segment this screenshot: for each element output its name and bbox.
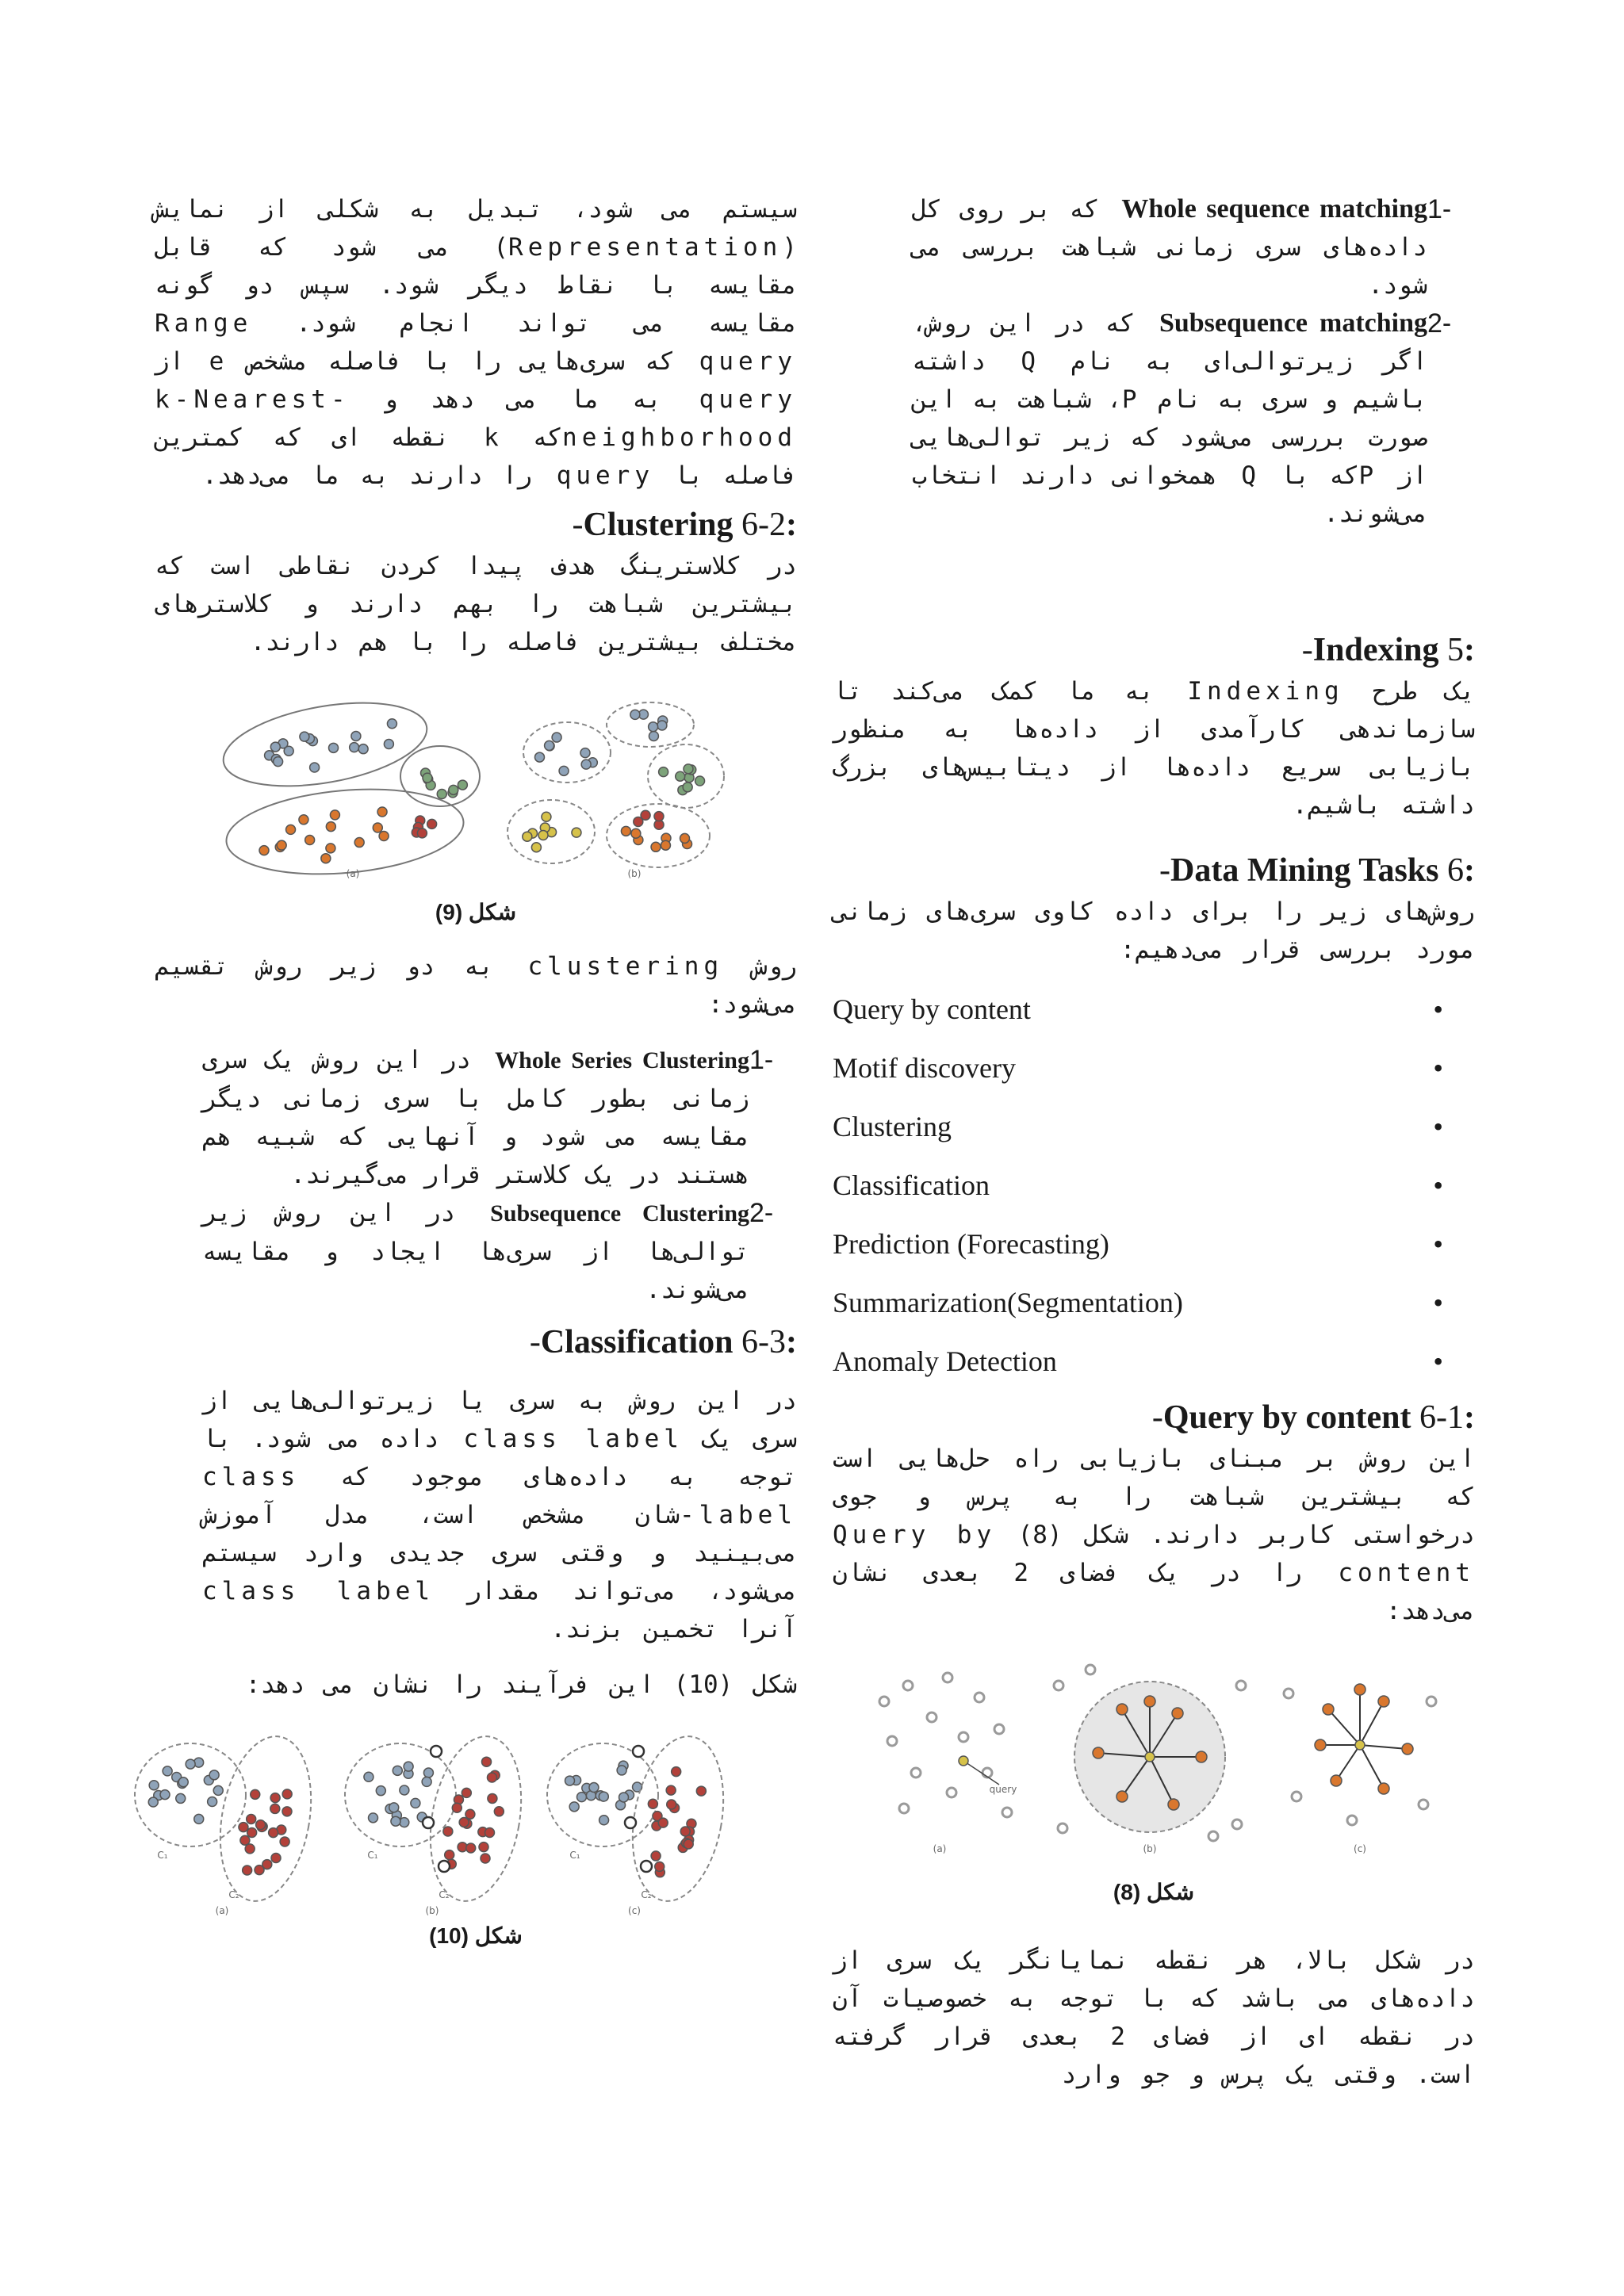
data-point bbox=[439, 1861, 450, 1872]
data-point bbox=[545, 740, 554, 750]
data-point bbox=[599, 1792, 608, 1801]
data-point bbox=[247, 1814, 256, 1823]
data-point bbox=[887, 1736, 897, 1746]
data-point bbox=[482, 1757, 492, 1766]
data-point bbox=[648, 1799, 657, 1808]
data-point bbox=[481, 1854, 490, 1863]
cluster-c2-label: C₂ bbox=[641, 1889, 652, 1900]
data-point bbox=[494, 1807, 504, 1816]
data-point bbox=[326, 844, 335, 853]
data-point bbox=[1354, 1684, 1365, 1695]
list-number: 2- bbox=[1427, 308, 1452, 339]
heading-clustering: :Clustering 6-2- bbox=[572, 507, 797, 543]
data-point bbox=[389, 1803, 399, 1812]
cluster-c1-label: C₁ bbox=[157, 1850, 168, 1861]
data-point bbox=[379, 831, 389, 840]
data-point bbox=[927, 1712, 936, 1722]
data-point bbox=[282, 1807, 292, 1816]
item-text: که در این روش، اگر زیرتوالی‌ای به نام Q داشته باشیم و سری به نام P، شباهت به این صورت بررسی می‌شود که زیر توالی‌هایی از Pکه با Q همخوانی دارند انتخاب می‌شوند. bbox=[912, 309, 1428, 528]
data-point bbox=[485, 1827, 494, 1837]
data-point bbox=[542, 812, 551, 821]
data-point bbox=[630, 710, 640, 719]
figure-8 bbox=[860, 1654, 1447, 1860]
figure-10-label: (b) bbox=[425, 1905, 439, 1916]
data-point bbox=[680, 833, 690, 843]
data-mining-tasks-text: روش‌های زیر را برای داده کاوی سری‌های زمانی مورد بررسی قرار می‌دهیم: bbox=[833, 897, 1475, 964]
data-point bbox=[943, 1673, 952, 1682]
data-point bbox=[667, 1800, 676, 1809]
data-point bbox=[400, 1818, 409, 1827]
data-point bbox=[209, 1770, 219, 1780]
data-point bbox=[1323, 1704, 1334, 1715]
list-item: • Query by content bbox=[833, 993, 1443, 1025]
data-point bbox=[1378, 1783, 1389, 1794]
figure-10-reference: شکل (10) این فرآیند را نشان می دهد: bbox=[245, 1670, 797, 1699]
data-point bbox=[621, 826, 630, 836]
data-point bbox=[1427, 1697, 1436, 1706]
data-point bbox=[400, 1785, 409, 1795]
data-point bbox=[251, 1789, 260, 1799]
data-point bbox=[243, 1866, 252, 1875]
clustering-intro: روش clustering به دو زیر روش تقسیم می‌شود: bbox=[155, 952, 798, 1019]
data-point bbox=[1232, 1820, 1242, 1829]
data-point bbox=[903, 1681, 913, 1690]
list-number: 1- bbox=[749, 1045, 774, 1075]
item-text: در این روش زیر توالی‌ها از سری‌ها ایجاد و مقایسه می‌شوند. bbox=[202, 1199, 749, 1304]
data-point bbox=[1196, 1751, 1207, 1762]
data-point bbox=[479, 1843, 488, 1852]
data-point bbox=[1168, 1799, 1179, 1810]
data-point bbox=[654, 812, 664, 821]
cluster-c1-label: C₁ bbox=[569, 1850, 580, 1861]
data-point bbox=[1093, 1747, 1104, 1758]
data-point bbox=[879, 1697, 889, 1706]
figure-10-label: (a) bbox=[215, 1905, 229, 1916]
data-point bbox=[148, 1797, 158, 1807]
data-point bbox=[277, 840, 286, 850]
data-point bbox=[1054, 1681, 1063, 1690]
data-point bbox=[149, 1781, 159, 1790]
data-point bbox=[208, 1797, 217, 1807]
data-point bbox=[326, 822, 335, 832]
data-point bbox=[1292, 1792, 1301, 1801]
figure-8-caption: شکل (8) bbox=[1113, 1880, 1195, 1904]
data-point bbox=[384, 740, 393, 749]
data-point bbox=[641, 1861, 652, 1872]
data-point bbox=[655, 1862, 665, 1871]
item-text: که بر روی کل داده‌های سری زمانی شباهت بررسی می شود. bbox=[912, 195, 1427, 300]
query-point bbox=[1355, 1740, 1365, 1750]
data-point bbox=[488, 1793, 497, 1803]
data-point bbox=[1086, 1665, 1095, 1674]
figure-8-label-b: (b) bbox=[1143, 1843, 1157, 1854]
list-item: • Motif discovery bbox=[833, 1052, 1443, 1084]
data-point bbox=[625, 1817, 636, 1828]
data-point bbox=[658, 1818, 668, 1827]
edge bbox=[1360, 1701, 1384, 1745]
data-point bbox=[1058, 1823, 1067, 1833]
query-point bbox=[959, 1756, 968, 1766]
data-point bbox=[284, 746, 293, 756]
figure-9-label-b: (b) bbox=[627, 868, 642, 879]
data-point bbox=[423, 773, 432, 783]
data-point bbox=[1172, 1708, 1183, 1719]
data-point bbox=[160, 1790, 170, 1800]
data-point bbox=[239, 1823, 248, 1832]
data-point bbox=[404, 1762, 413, 1771]
data-point bbox=[1116, 1791, 1128, 1802]
classification-text: در این روش به سری یا زیرتوالی‌هایی از سری یک class label داده می شود. با توجه به داده‌های موجود که class label-شان مشخص است، مدل آموزش می‌بینید و وقتی سری جدیدی وارد سیستم می‌شود، می‌تواند مقدار class label آنرا تخمین بزند. bbox=[202, 1387, 797, 1644]
data-point bbox=[423, 1768, 433, 1777]
data-point bbox=[458, 780, 467, 790]
data-point bbox=[1116, 1704, 1128, 1715]
term-subsequence: Subsequence matching bbox=[1159, 308, 1427, 338]
heading-classification: :Classification 6-3- bbox=[529, 1324, 797, 1360]
query-point bbox=[1145, 1752, 1155, 1762]
data-point bbox=[531, 843, 541, 852]
data-point bbox=[649, 731, 658, 740]
data-point bbox=[631, 828, 641, 838]
data-point bbox=[1315, 1739, 1326, 1751]
data-point bbox=[240, 1835, 250, 1845]
data-point bbox=[452, 1803, 462, 1812]
data-point bbox=[186, 1759, 195, 1769]
data-point bbox=[321, 854, 331, 863]
data-point bbox=[599, 1816, 609, 1825]
right-column bbox=[833, 190, 1475, 2094]
data-point bbox=[259, 846, 269, 855]
data-point bbox=[565, 1776, 575, 1785]
data-point bbox=[1236, 1681, 1246, 1690]
figure-10-caption: شکل (10) bbox=[429, 1923, 523, 1948]
data-point bbox=[351, 731, 361, 740]
data-point bbox=[534, 752, 544, 762]
data-point bbox=[270, 1804, 280, 1813]
figure-10 bbox=[131, 1720, 749, 1918]
data-point bbox=[280, 1837, 289, 1846]
data-point bbox=[695, 776, 705, 786]
data-point bbox=[176, 1793, 186, 1803]
data-point bbox=[373, 823, 382, 832]
list-item: • Classification bbox=[833, 1169, 1443, 1201]
heading-data-mining-tasks: :Data Mining Tasks 6- bbox=[1159, 852, 1475, 889]
term-whole-series-clustering: Whole Series Clustering bbox=[495, 1047, 749, 1073]
data-point bbox=[672, 1767, 681, 1777]
data-point bbox=[423, 1817, 434, 1828]
data-point bbox=[178, 1777, 188, 1787]
task-list bbox=[833, 980, 1475, 1391]
term-whole-sequence: Whole sequence matching bbox=[1121, 194, 1427, 224]
data-point bbox=[589, 1783, 599, 1793]
data-point bbox=[449, 785, 458, 794]
data-point bbox=[465, 1809, 475, 1819]
data-point bbox=[305, 836, 315, 845]
figure-8-label-a: (a) bbox=[933, 1843, 947, 1854]
data-point bbox=[684, 764, 693, 774]
heading-indexing: :Indexing 5- bbox=[1301, 632, 1475, 668]
heading-query-by-content: :Query by content 6-1- bbox=[1151, 1399, 1475, 1436]
clustering-text: در کلاسترینگ هدف پیدا کردن نقاطی است که بیشترین شباهت را بهم دارند و کلاسترهای مختلف بیشترین فاصله را با هم دارند. bbox=[155, 552, 797, 656]
query-by-content-text: این روش بر مبنای بازیابی راه حل‌هایی است که بیشترین شباهت را به پرس و جوی درخواستی کاربر دارند. شکل (8) Query by content را در یک فضای 2 بعدی نشان می‌دهد: bbox=[833, 1445, 1475, 1625]
query-line bbox=[963, 1761, 999, 1785]
data-point bbox=[364, 1772, 373, 1781]
data-point bbox=[269, 1828, 278, 1838]
data-point bbox=[657, 721, 667, 730]
data-point bbox=[369, 1813, 378, 1823]
data-point bbox=[676, 771, 685, 781]
cluster-c1-label: C₁ bbox=[367, 1850, 378, 1861]
figure-10-label: (c) bbox=[628, 1905, 641, 1916]
data-point bbox=[256, 1820, 266, 1830]
data-point bbox=[459, 1817, 469, 1827]
after-figure-8-text: در شکل بالا، هر نقطه نمایانگر یک سری از داده‌های می باشد که با توجه به خصوصیات آن در نقطه ای از فضای 2 بعدی قرار گرفته است. وقتی یک پرس و جو وارد bbox=[833, 1946, 1475, 2089]
data-point bbox=[911, 1768, 921, 1777]
data-point bbox=[437, 790, 446, 799]
data-point bbox=[194, 1814, 204, 1823]
data-point bbox=[661, 840, 670, 850]
data-point bbox=[431, 1746, 442, 1757]
data-point bbox=[255, 1866, 264, 1875]
data-point bbox=[572, 828, 581, 837]
data-point bbox=[552, 733, 561, 742]
data-point bbox=[538, 831, 548, 840]
data-point bbox=[354, 838, 364, 848]
data-point bbox=[576, 1793, 586, 1802]
data-point bbox=[581, 760, 591, 769]
data-point bbox=[994, 1724, 1004, 1734]
data-point bbox=[666, 1785, 676, 1795]
data-point bbox=[329, 743, 339, 752]
figure-9-label-a: (a) bbox=[346, 868, 360, 879]
data-point bbox=[1208, 1831, 1218, 1841]
data-point bbox=[245, 1844, 255, 1854]
data-point bbox=[487, 1773, 496, 1782]
cluster-outline bbox=[345, 1743, 456, 1846]
data-point bbox=[417, 828, 427, 838]
data-point bbox=[633, 1746, 644, 1757]
cluster-c2-label: C₂ bbox=[228, 1889, 239, 1900]
data-point bbox=[377, 807, 387, 817]
edge bbox=[1336, 1745, 1360, 1781]
item-text: در این روش یک سری زمانی بطور کامل با سری زمانی دیگر مقایسه می شود و آنهایی که شبیه هم هستند در یک کلاستر قرار می‌گیرند. bbox=[202, 1046, 749, 1189]
data-point bbox=[649, 722, 658, 732]
data-point bbox=[213, 1785, 223, 1795]
cluster-c2-label: C₂ bbox=[439, 1889, 450, 1900]
data-point bbox=[899, 1804, 909, 1813]
data-point bbox=[387, 719, 396, 729]
data-point bbox=[358, 744, 368, 754]
data-point bbox=[163, 1766, 172, 1776]
term-subsequence-clustering: Subsequence Clustering bbox=[490, 1200, 749, 1226]
data-point bbox=[422, 1777, 431, 1786]
figure-8-label-c: (c) bbox=[1354, 1843, 1366, 1854]
data-point bbox=[462, 1788, 471, 1797]
indexing-text: یک طرح Indexing به ما کمک می‌کند تا سازماندهی کارآمدی از داده‌ها به منظور بازیابی سریع داده‌ها از دیتابیس‌های بزرگ داشته باشیم. bbox=[833, 677, 1475, 820]
edge bbox=[1360, 1745, 1408, 1749]
data-point bbox=[617, 1766, 626, 1775]
data-point bbox=[427, 819, 437, 828]
data-point bbox=[523, 832, 532, 841]
data-point bbox=[330, 810, 339, 820]
data-point bbox=[445, 1850, 454, 1860]
data-point bbox=[393, 1766, 402, 1775]
data-point bbox=[247, 1827, 257, 1837]
list-number: 1- bbox=[1427, 194, 1452, 224]
data-point bbox=[1419, 1800, 1428, 1809]
data-point bbox=[683, 783, 692, 792]
list-item: • Clustering bbox=[833, 1111, 1443, 1142]
figure-9-caption: شکل (9) bbox=[435, 900, 517, 924]
data-point bbox=[270, 1793, 280, 1803]
data-point bbox=[270, 742, 280, 752]
data-point bbox=[680, 1827, 690, 1836]
list-item-whole-sequence bbox=[833, 190, 1475, 304]
data-point bbox=[696, 1786, 706, 1796]
data-point bbox=[559, 766, 569, 775]
data-point bbox=[286, 825, 296, 834]
data-point bbox=[619, 1793, 629, 1802]
list-item-subsequence-clustering bbox=[155, 1194, 797, 1309]
data-point bbox=[975, 1693, 984, 1702]
data-point bbox=[310, 763, 320, 772]
data-point bbox=[580, 748, 590, 758]
data-point bbox=[1378, 1696, 1389, 1707]
data-point bbox=[274, 757, 283, 767]
data-point bbox=[391, 1816, 400, 1826]
list-number: 2- bbox=[749, 1198, 774, 1228]
data-point bbox=[1402, 1743, 1413, 1755]
edge bbox=[1360, 1745, 1384, 1789]
list-item-whole-series-clustering bbox=[155, 1041, 797, 1194]
data-point bbox=[271, 1854, 281, 1863]
data-point bbox=[299, 815, 308, 825]
data-point bbox=[947, 1788, 956, 1797]
data-point bbox=[282, 1789, 292, 1799]
edge bbox=[1328, 1709, 1360, 1745]
data-point bbox=[959, 1732, 968, 1742]
data-point bbox=[350, 743, 359, 752]
left-column bbox=[155, 190, 797, 1949]
data-point bbox=[300, 732, 309, 741]
data-point bbox=[659, 767, 668, 777]
list-item: • Summarization(Segmentation) bbox=[833, 1287, 1443, 1318]
data-point bbox=[466, 1843, 476, 1853]
figure-9 bbox=[206, 693, 745, 883]
data-point bbox=[1144, 1696, 1155, 1707]
intro-text: سیستم می شود، تبدیل به شکلی از نمایش (Representation) می شود که قابل مقایسه با نقاط دیگر شود. سپس دو گونه مقایسه می تواند انجام شود. Range query که سری‌هایی را با فاصله مشخص e از query به ما می دهد و k-Nearest- neighborhoodکه k نقطه ای که کمترین فاصله با query را دارند به ما می‌دهد. bbox=[155, 195, 797, 490]
data-point bbox=[651, 1851, 661, 1861]
data-point bbox=[1002, 1808, 1012, 1817]
data-point bbox=[1331, 1775, 1342, 1786]
data-point bbox=[1347, 1816, 1357, 1825]
cluster-outline bbox=[223, 780, 467, 883]
data-point bbox=[634, 817, 643, 826]
data-point bbox=[376, 1786, 385, 1796]
data-point bbox=[411, 1798, 420, 1808]
query-label: query bbox=[989, 1784, 1017, 1795]
data-point bbox=[1284, 1689, 1293, 1698]
data-point bbox=[684, 1839, 693, 1849]
list-item: • Anomaly Detection bbox=[833, 1345, 1443, 1377]
list-item-subsequence bbox=[833, 304, 1475, 533]
data-point bbox=[651, 842, 661, 851]
list-item: • Prediction (Forecasting) bbox=[833, 1228, 1443, 1260]
data-point bbox=[569, 1802, 579, 1812]
data-point bbox=[443, 1827, 453, 1836]
